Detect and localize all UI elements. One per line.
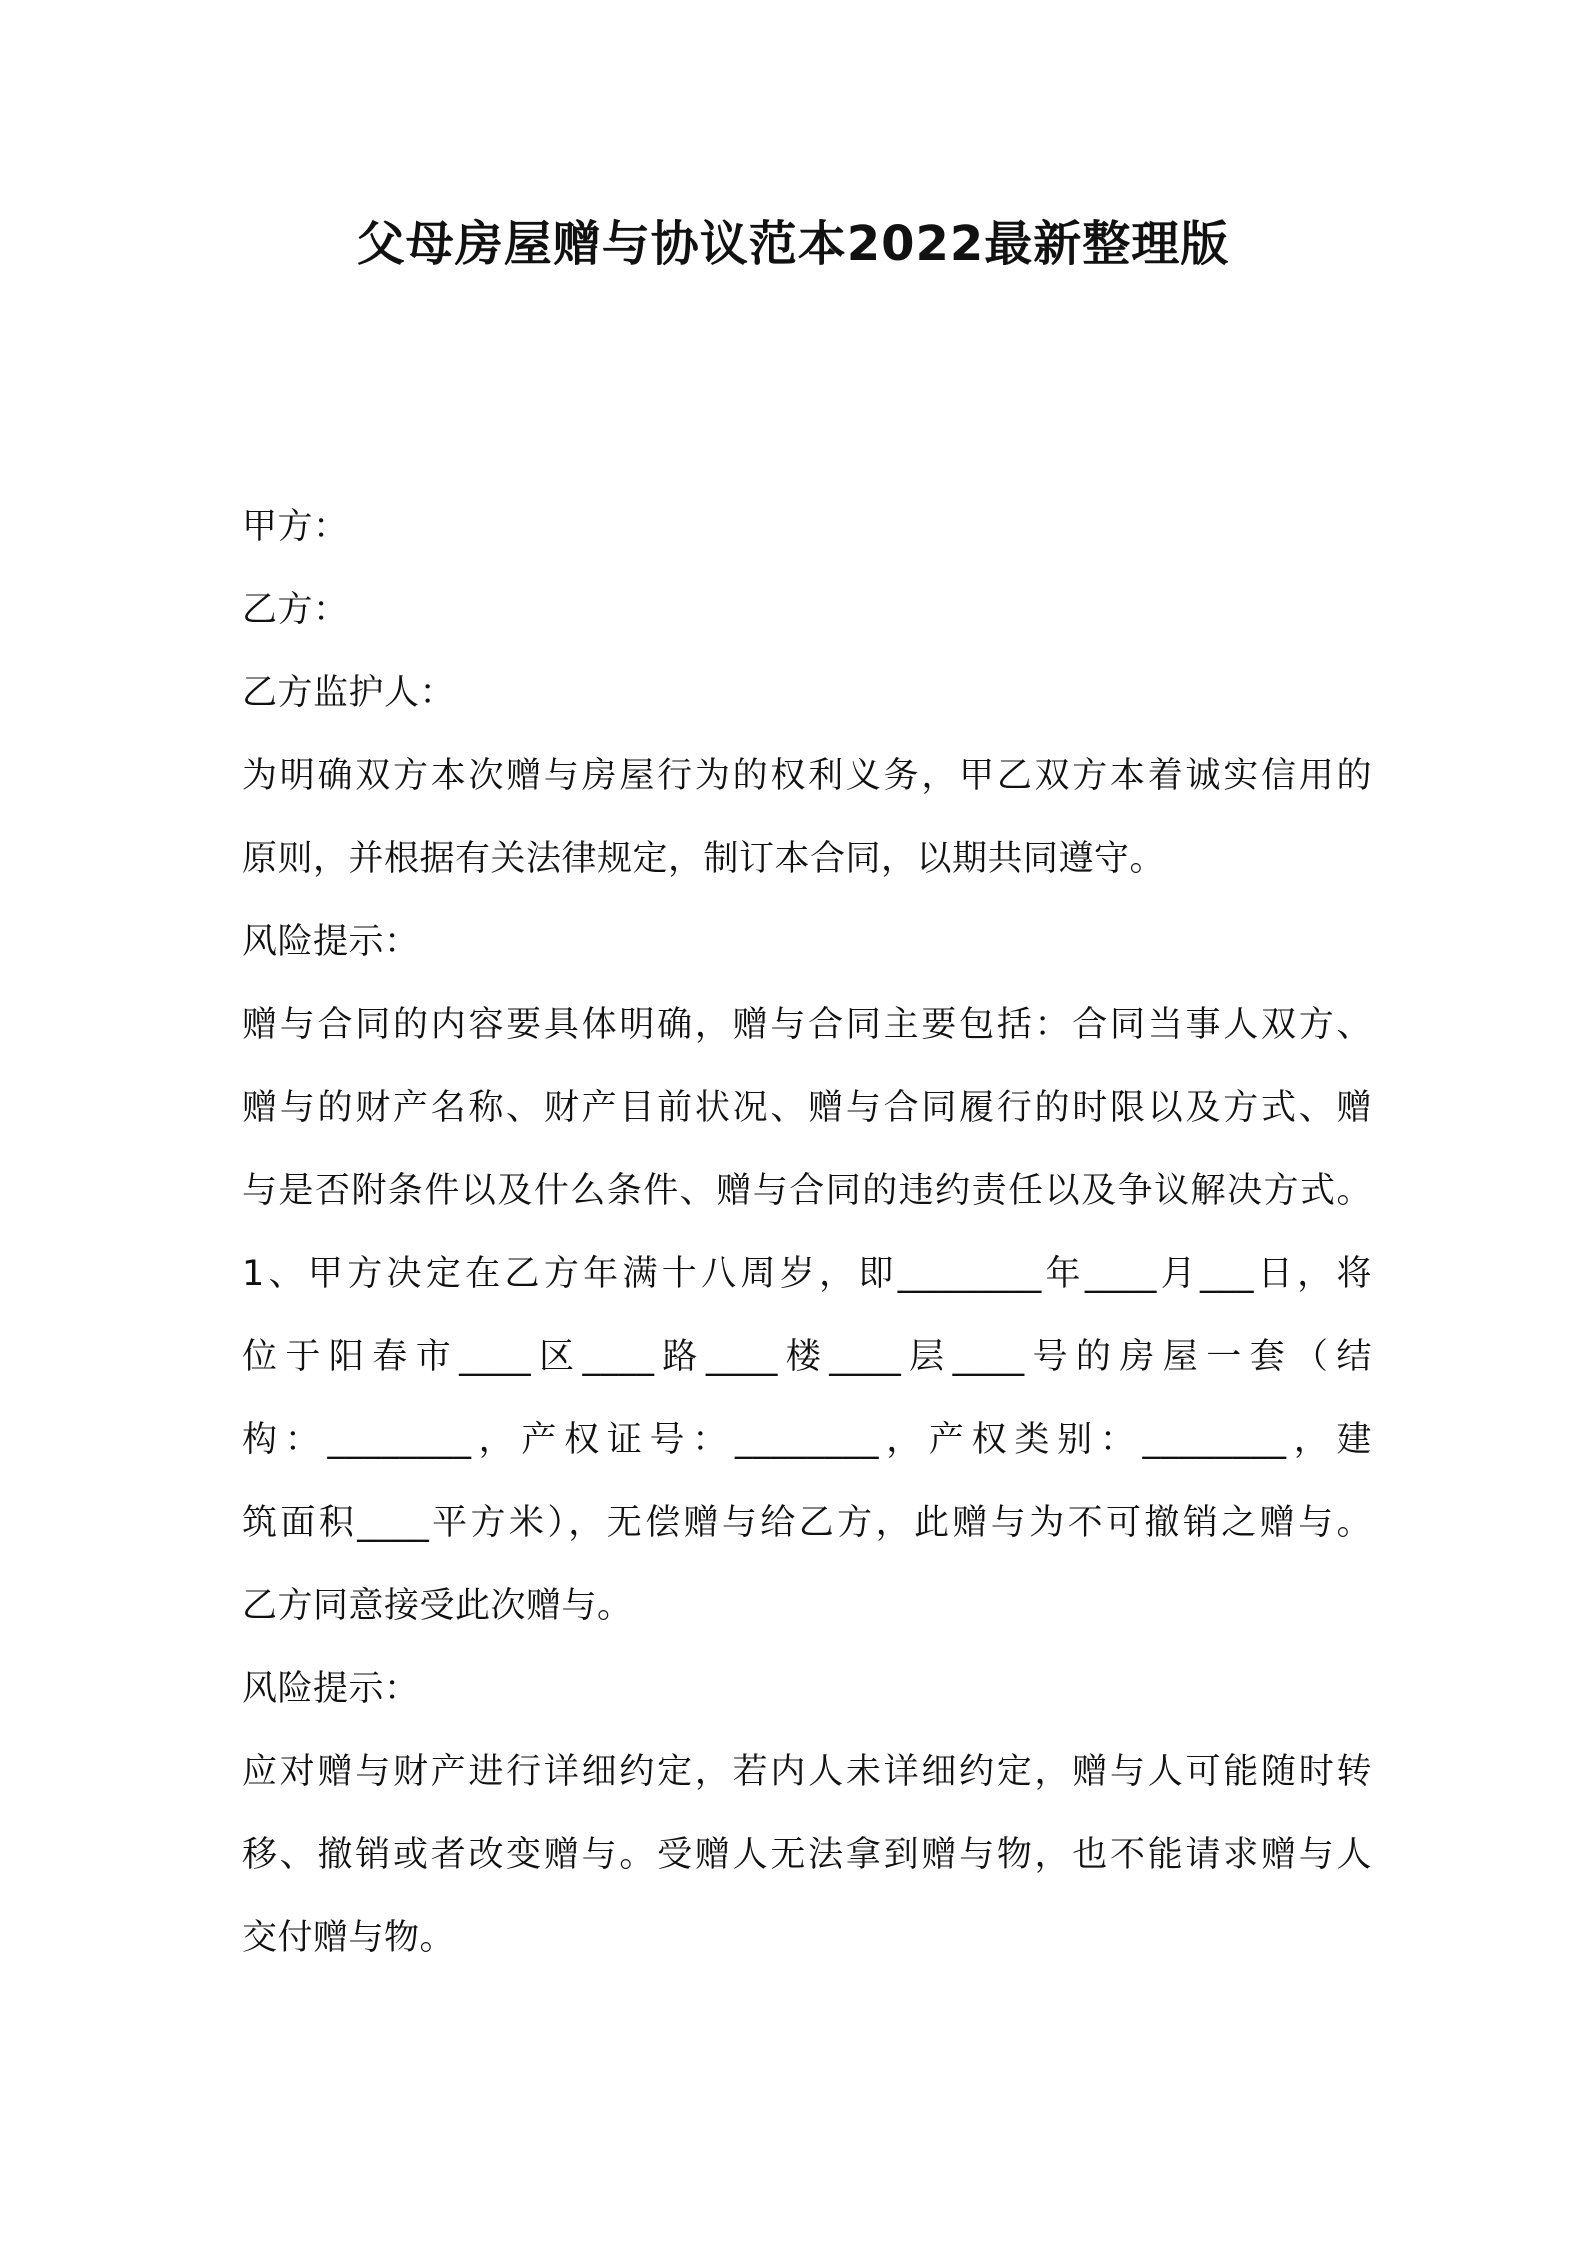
preamble-line: 原则，并根据有关法律规定，制订本合同，以期共同遵守。 <box>242 839 1166 879</box>
clause-1-paragraph <box>242 1233 1372 1648</box>
clause-line: 乙方同意接受此次赠与。 <box>242 1586 633 1626</box>
clause-line: 位于阳春市____区____路____楼____层____号的房屋一套（结 <box>242 1337 1372 1377</box>
preamble-paragraph <box>242 735 1372 901</box>
clause-line: 1、甲方决定在乙方年满十八周岁，即________年____月___日，将 <box>242 1254 1372 1294</box>
guardian-label: 乙方监护人： <box>242 673 456 713</box>
preamble-line: 为明确双方本次赠与房屋行为的权利义务，甲乙双方本着诚实信用的 <box>242 756 1372 796</box>
party-a-label: 甲方： <box>242 507 349 547</box>
risk-heading: 风险提示： <box>242 922 420 962</box>
party-b-label: 乙方： <box>242 590 349 630</box>
risk-line: 赠与合同的内容要具体明确，赠与合同主要包括：合同当事人双方、 <box>242 1005 1372 1045</box>
clause-line: 构：________，产权证号：________，产权类别：________，建 <box>242 1420 1372 1460</box>
risk-heading: 风险提示： <box>242 1669 420 1709</box>
risk-line: 赠与的财产名称、财产目前状况、赠与合同履行的时限以及方式、赠 <box>242 1088 1372 1128</box>
document-body <box>242 486 1372 1980</box>
clause-line: 筑面积____平方米），无偿赠与给乙方，此赠与为不可撤销之赠与。 <box>242 1503 1372 1543</box>
risk-line: 移、撤销或者改变赠与。受赠人无法拿到赠与物，也不能请求赠与人 <box>242 1835 1372 1875</box>
risk-line: 应对赠与财产进行详细约定，若内人未详细约定，赠与人可能随时转 <box>242 1752 1372 1792</box>
risk-paragraph <box>242 984 1372 1233</box>
risk-line: 交付赠与物。 <box>242 1918 456 1958</box>
document-title: 父母房屋赠与协议范本2022最新整理版 <box>356 216 1230 272</box>
risk-line: 与是否附条件以及什么条件、赠与合同的违约责任以及争议解决方式。 <box>242 1171 1372 1211</box>
risk-paragraph <box>242 1731 1372 1980</box>
